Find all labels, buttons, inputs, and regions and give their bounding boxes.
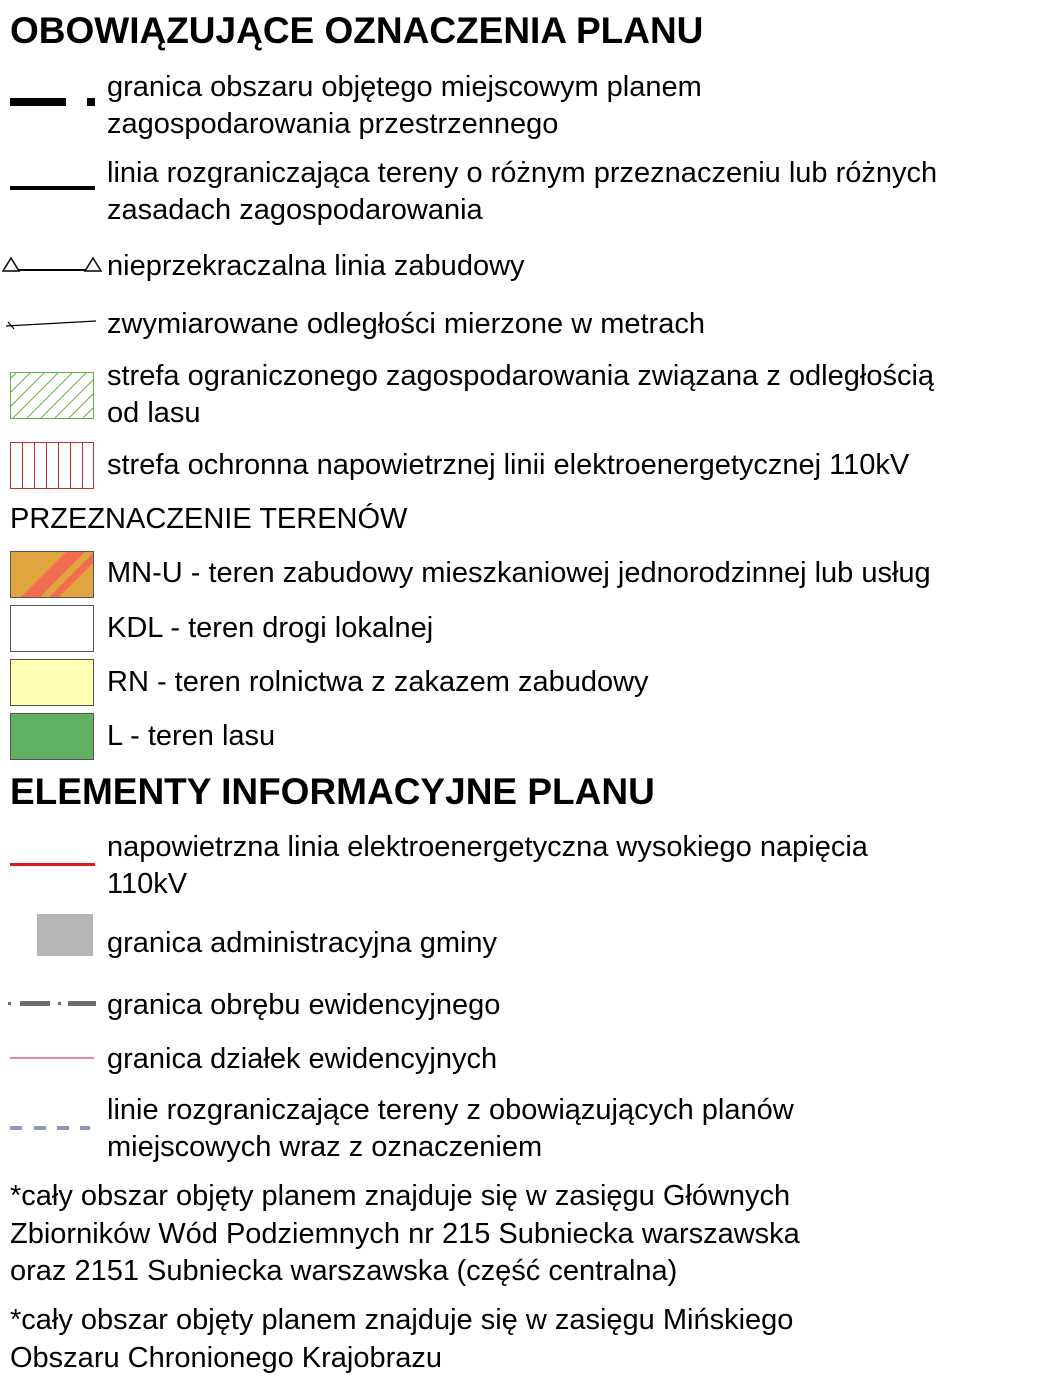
admin-boundary-swatch xyxy=(37,914,93,956)
demarcation-line-label-line2: zasadach zagospodarowania xyxy=(107,194,483,226)
zone-mn-u-swatch xyxy=(10,551,94,598)
existing-plans-line-symbol xyxy=(10,1125,90,1131)
dimension-line-label: zwymiarowane odległości mierzone w metrach xyxy=(107,308,705,340)
power-line-zone-hatch-symbol xyxy=(10,442,94,489)
note-landscape-area xyxy=(10,1302,793,1377)
plan-boundary-label-line1: granica obszaru objętego miejscowym planem xyxy=(107,71,702,103)
plan-boundary-label-line2: zagospodarowania przestrzennego xyxy=(107,108,559,140)
existing-plans-line-label xyxy=(107,1092,794,1166)
parcel-boundary-label: granica działek ewidencyjnych xyxy=(107,1043,498,1075)
power-line-zone-label: strefa ochronna napowietrznej linii elektroenergetycznej 110kV xyxy=(107,449,910,481)
forest-zone-label-line2: od lasu xyxy=(107,397,201,429)
zone-rn-swatch xyxy=(10,659,94,706)
zone-kdl-swatch xyxy=(10,605,94,652)
building-line-symbol xyxy=(2,254,102,274)
high-voltage-line-label-line1: napowietrzna linia elektroenergetyczna wysokiego napięcia xyxy=(107,831,868,863)
high-voltage-line-label xyxy=(107,829,868,903)
zone-rn-label: RN - teren rolnictwa z zakazem zabudowy xyxy=(107,666,649,698)
demarcation-line-symbol xyxy=(10,184,95,192)
legend-title-info: ELEMENTY INFORMACYJNE PLANU xyxy=(10,771,655,812)
note-groundwater xyxy=(10,1178,800,1291)
existing-plans-line-label-line1: linie rozgraniczające tereny z obowiązujących planów xyxy=(107,1094,794,1126)
forest-zone-hatch-symbol xyxy=(10,372,94,419)
forest-zone-label-line1: strefa ograniczonego zagospodarowania związana z odległością xyxy=(107,360,935,392)
zoning-heading: PRZEZNACZENIE TERENÓW xyxy=(10,503,408,535)
plan-boundary-label xyxy=(107,69,702,143)
demarcation-line-label xyxy=(107,155,937,229)
demarcation-line-label-line1: linia rozgraniczająca tereny o różnym przeznaczeniu lub różnych xyxy=(107,157,938,189)
zone-l-swatch xyxy=(10,713,94,760)
survey-precinct-boundary-symbol xyxy=(8,998,96,1010)
survey-precinct-boundary-label: granica obrębu ewidencyjnego xyxy=(107,989,501,1021)
zone-mn-u-label: MN-U - teren zabudowy mieszkaniowej jednorodzinnej lub usług xyxy=(107,557,931,589)
note-landscape-area-line2: Obszaru Chronionego Krajobrazu xyxy=(10,1341,443,1374)
admin-boundary-label: granica administracyjna gminy xyxy=(107,927,498,959)
existing-plans-line-label-line2: miejscowych wraz z oznaczeniem xyxy=(107,1131,543,1163)
note-landscape-area-line1: *cały obszar objęty planem znajduje się w zasięgu Mińskiego xyxy=(10,1304,794,1336)
note-groundwater-line2: Zbiorników Wód Podziemnych nr 215 Subniecka warszawska xyxy=(10,1217,800,1250)
note-groundwater-line1: *cały obszar objęty planem znajduje się w zasięgu Głównych xyxy=(10,1180,791,1212)
parcel-boundary-symbol xyxy=(10,1056,94,1060)
zone-l-label: L - teren lasu xyxy=(107,720,276,752)
high-voltage-line-symbol xyxy=(10,861,95,869)
high-voltage-line-label-line2: 110kV xyxy=(107,868,188,900)
dimension-line-symbol xyxy=(4,314,98,330)
building-line-label: nieprzekraczalna linia zabudowy xyxy=(107,250,525,282)
zone-kdl-label: KDL - teren drogi lokalnej xyxy=(107,612,434,644)
legend-title-binding: OBOWIĄZUJĄCE OZNACZENIA PLANU xyxy=(10,10,704,51)
forest-zone-label xyxy=(107,358,934,432)
note-groundwater-line3: oraz 2151 Subniecka warszawska (część centralna) xyxy=(10,1255,678,1287)
plan-boundary-symbol xyxy=(10,96,95,110)
